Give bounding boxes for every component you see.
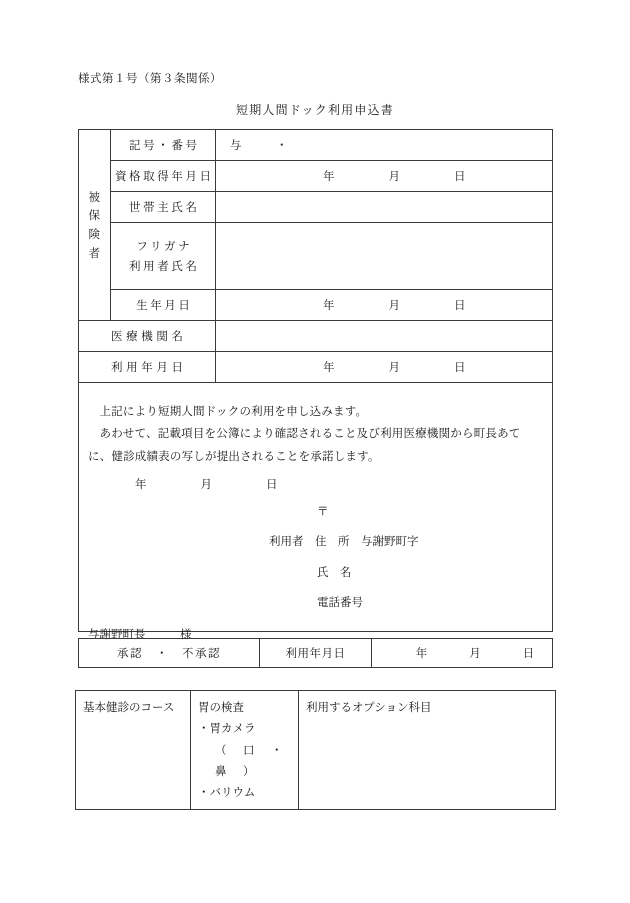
optional-subjects-cell[interactable]	[299, 691, 556, 810]
approval-table	[78, 638, 553, 668]
optional-subjects-header: 利用するオプション科目	[306, 700, 432, 714]
label-birth-date: 生年月日	[111, 290, 216, 321]
application-date[interactable]	[135, 476, 278, 492]
stomach-exam-header: 胃の検査	[198, 700, 244, 714]
table-row	[79, 223, 553, 290]
list-item[interactable]: ・胃カメラ	[198, 721, 256, 736]
label-symbol-number: 記号・番号	[111, 130, 216, 161]
field-furigana-user-name[interactable]	[216, 223, 553, 290]
field-use-date[interactable]	[216, 352, 553, 383]
day-marker: 日	[454, 360, 466, 374]
label-medical-institution: 医療機関名	[79, 321, 216, 352]
year-marker: 年	[323, 169, 335, 183]
table-row	[79, 321, 553, 352]
day-marker: 日	[454, 298, 466, 312]
ymd-group	[216, 359, 552, 375]
insured-char-1: 被	[88, 189, 101, 204]
course-selection-table	[75, 690, 556, 810]
applicant-tel-label[interactable]: 電話番号	[317, 595, 363, 609]
month-marker: 月	[388, 360, 400, 374]
table-row	[76, 691, 556, 810]
addressee-mayor: 与謝野町長 様	[88, 627, 192, 641]
basic-course-cell[interactable]	[76, 691, 191, 810]
list-item[interactable]: （ 口 ・ 鼻 ）	[215, 742, 299, 778]
stomach-exam-options	[198, 718, 299, 803]
insured-char-4: 者	[88, 245, 101, 260]
month-marker: 月	[200, 477, 212, 491]
insured-char-3: 険	[88, 227, 101, 241]
table-row	[79, 352, 553, 383]
basic-course-header: 基本健診のコース	[83, 700, 175, 714]
insured-char-2: 保	[88, 208, 101, 223]
ymd-group	[216, 297, 552, 313]
table-row	[79, 383, 553, 632]
table-row	[79, 130, 553, 161]
month-marker: 月	[469, 646, 481, 660]
label-user-name: 利用者氏名	[129, 259, 200, 273]
document-title: 短期人間ドック利用申込書	[236, 103, 394, 117]
approval-decision[interactable]: 承認 ・ 不承認	[79, 639, 260, 668]
month-marker: 月	[388, 169, 400, 183]
statement-line-1: 上記により短期人間ドックの利用を申し込みます。	[99, 404, 368, 418]
table-row	[79, 639, 553, 668]
statement-block	[79, 383, 553, 641]
field-symbol-number[interactable]	[216, 130, 553, 161]
table-row	[79, 192, 553, 223]
form-number: 様式第１号（第３条関係）	[78, 71, 222, 85]
year-marker: 年	[323, 360, 335, 374]
applicant-address-label[interactable]: 利用者 住 所 与謝野町字	[269, 534, 419, 548]
ymd-group	[372, 645, 552, 661]
day-marker: 日	[522, 646, 535, 660]
symbol-number-value: 与 ・	[230, 138, 288, 152]
approval-use-date-field[interactable]	[372, 639, 553, 668]
day-marker: 日	[266, 477, 278, 491]
statement-paragraphs	[88, 400, 543, 467]
insured-vertical-label	[79, 130, 111, 321]
field-householder-name[interactable]	[216, 192, 553, 223]
day-marker: 日	[454, 169, 466, 183]
table-row	[79, 290, 553, 321]
label-use-date: 利用年月日	[79, 352, 216, 383]
year-marker: 年	[323, 298, 335, 312]
applicant-info-table	[78, 129, 553, 641]
approval-use-date-label: 利用年月日	[260, 639, 372, 668]
field-medical-institution[interactable]	[216, 321, 553, 352]
stomach-exam-cell[interactable]	[191, 691, 299, 810]
list-item[interactable]: ・バリウム	[198, 785, 256, 800]
table-row	[79, 161, 553, 192]
statement-line-2: あわせて、記載項目を公簿により確認されること及び利用医療機関から町長あてに、健診成績表の写しが提出されることを承諾します。	[88, 426, 521, 463]
label-qualification-date: 資格取得年月日	[111, 161, 216, 192]
field-qualification-date[interactable]	[216, 161, 553, 192]
label-householder-name: 世帯主氏名	[111, 192, 216, 223]
field-birth-date[interactable]	[216, 290, 553, 321]
ymd-group	[216, 168, 552, 184]
month-marker: 月	[388, 298, 400, 312]
postal-code-mark[interactable]: 〒	[317, 504, 329, 518]
year-marker: 年	[135, 477, 147, 491]
label-furigana: フリガナ	[136, 238, 193, 253]
year-marker: 年	[415, 646, 428, 660]
label-furigana-user-name	[111, 223, 216, 290]
applicant-name-label[interactable]: 氏 名	[317, 565, 352, 579]
